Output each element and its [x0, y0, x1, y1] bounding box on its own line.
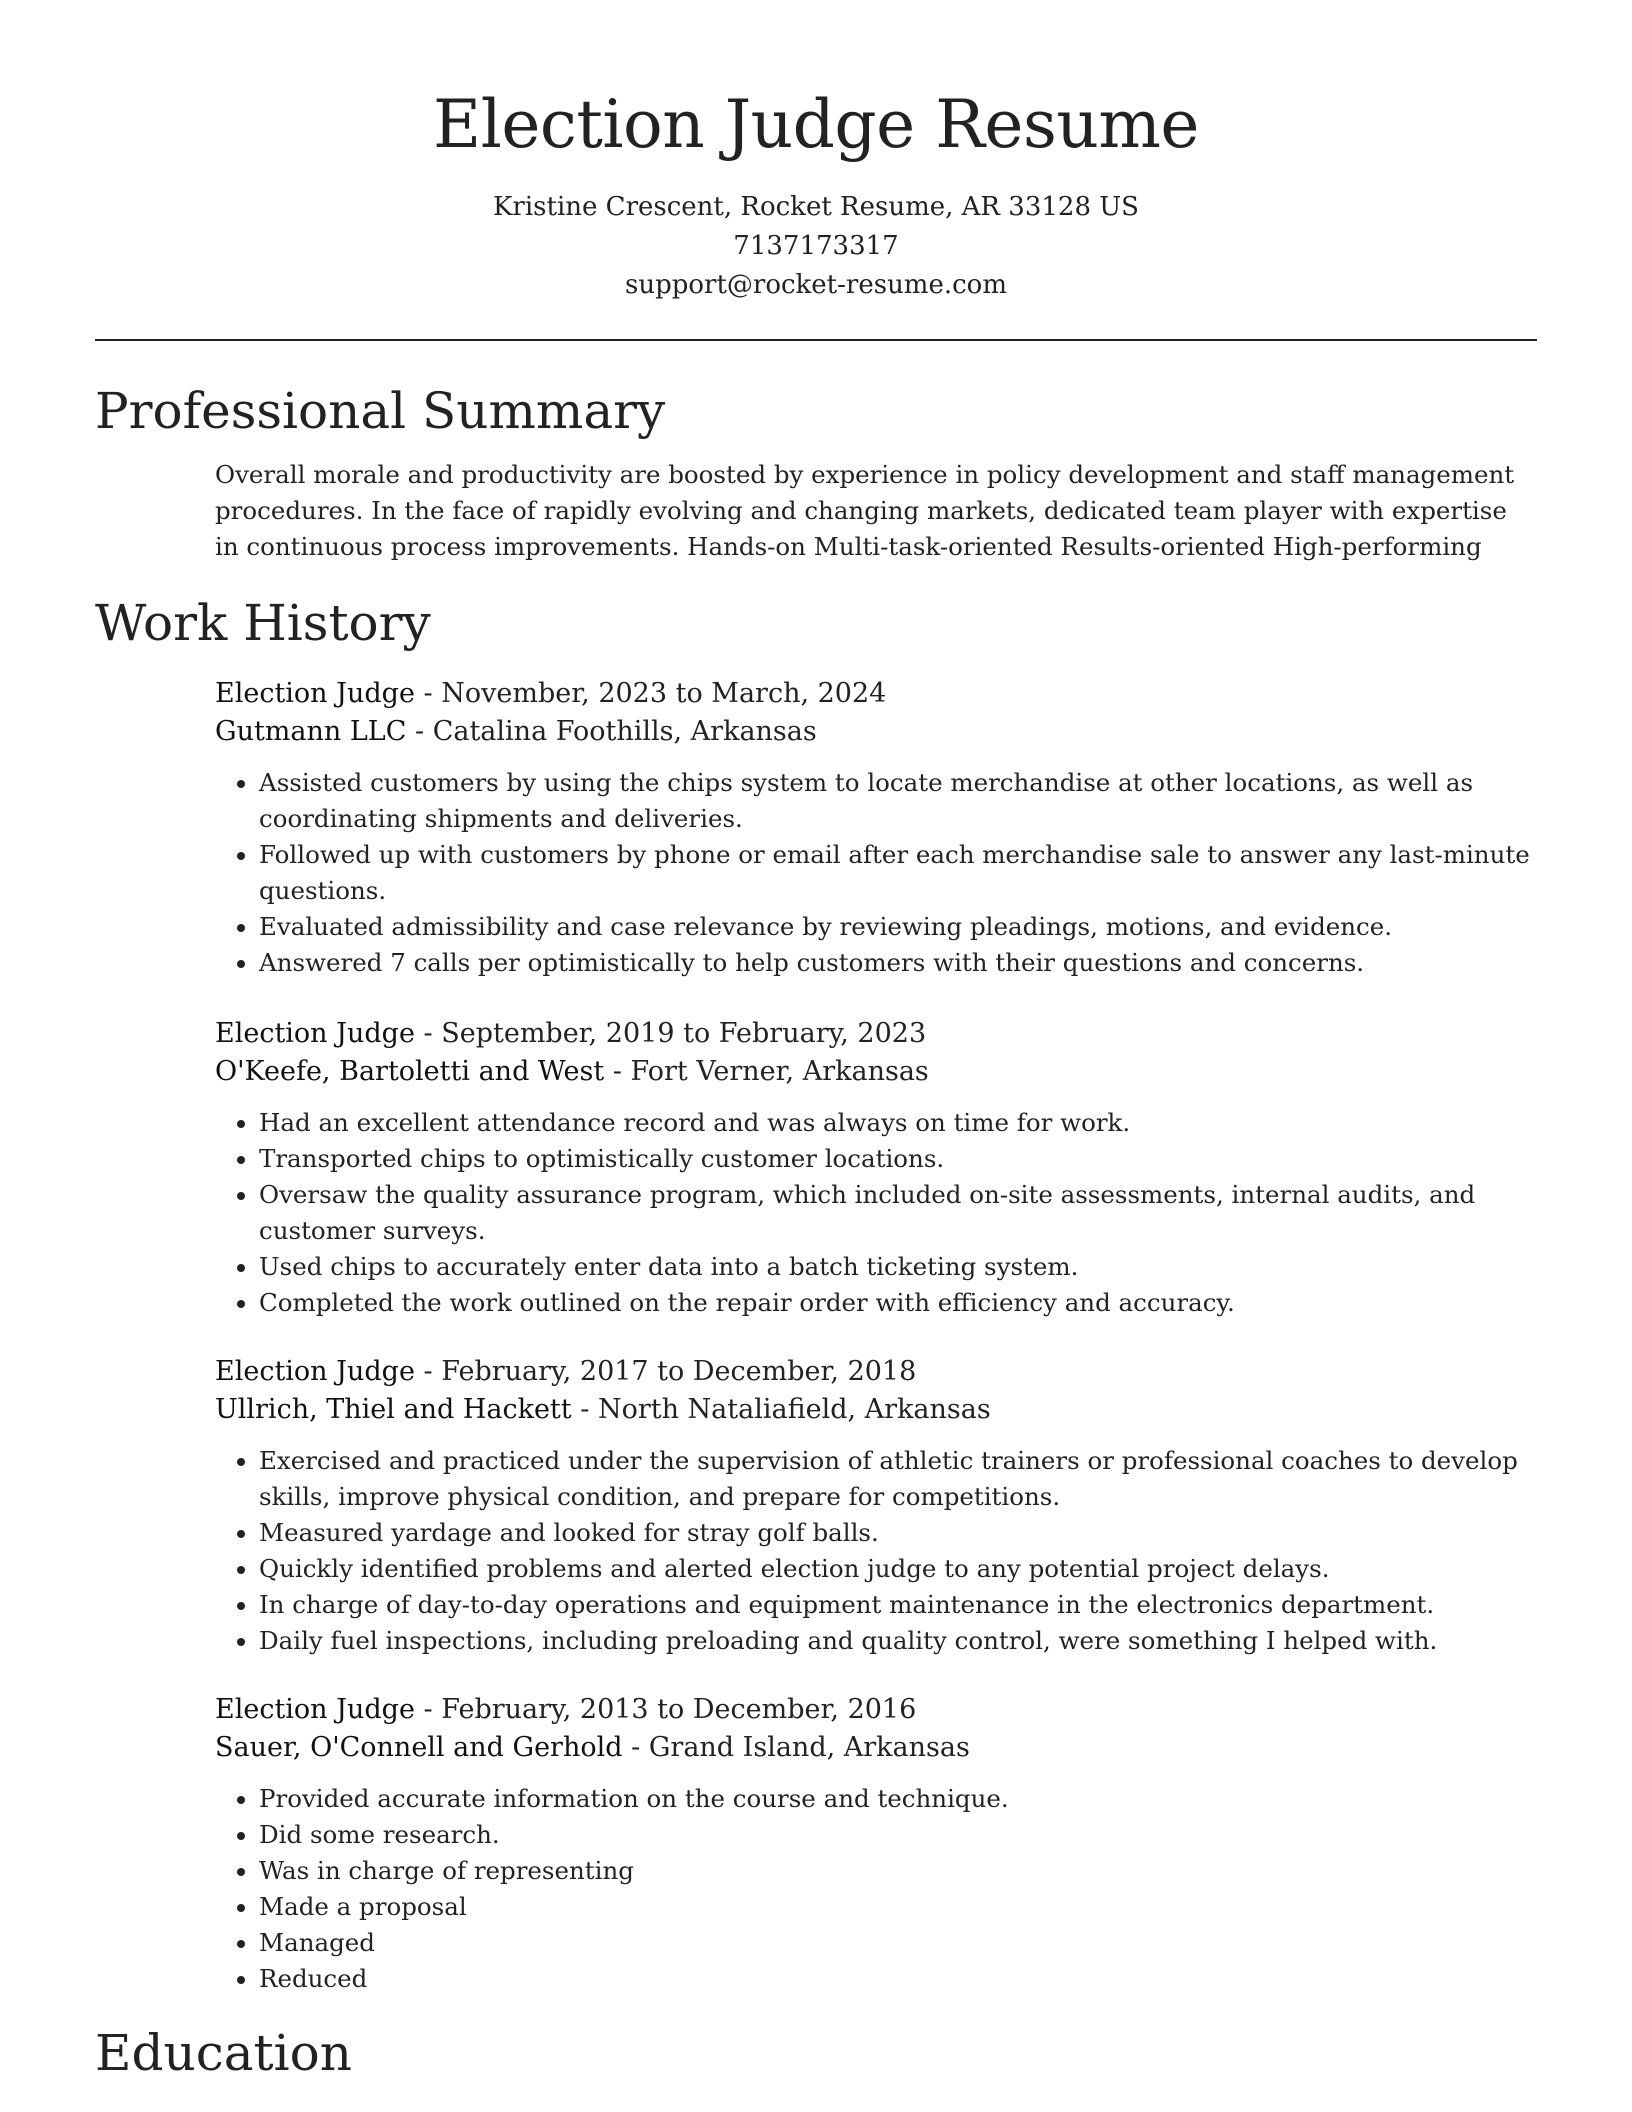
job-bullet: • Did some research.	[259, 1817, 1537, 1853]
job-separator: -	[414, 716, 433, 747]
job-separator: -	[423, 1694, 442, 1725]
job-role: Election Judge	[215, 1694, 415, 1725]
contact-address: Kristine Crescent, Rocket Resume, AR 33128 US	[493, 192, 1139, 222]
job-bullets	[215, 1443, 1537, 1659]
contact-phone: 7137173317	[733, 231, 899, 261]
job-entry	[215, 1015, 1537, 1321]
job-bullet: • Exercised and practiced under the supervision of athletic trainers or professional coaches to develop skills, improve physical condition, and prepare for competitions.	[259, 1443, 1537, 1515]
job-company: O'Keefe, Bartoletti and West	[215, 1056, 605, 1087]
job-bullet: • Made a proposal	[259, 1889, 1537, 1925]
job-role: Election Judge	[215, 1018, 415, 1049]
job-dates: February, 2017 to December, 2018	[441, 1356, 917, 1387]
job-bullets	[215, 1105, 1537, 1321]
job-location: Fort Verner, Arkansas	[630, 1056, 929, 1087]
job-bullet: • Quickly identified problems and alerted election judge to any potential project delays.	[259, 1551, 1537, 1587]
job-bullet: • Was in charge of representing	[259, 1853, 1537, 1889]
job-bullet: • Provided accurate information on the course and technique.	[259, 1781, 1537, 1817]
job-role: Election Judge	[215, 1356, 415, 1387]
job-location: Grand Island, Arkansas	[648, 1732, 970, 1763]
summary-text: Overall morale and productivity are boosted by experience in policy development and staff management procedures. In the face of rapidly evolving and changing markets, dedicated team player with expertise in continuous process improvements. Hands-on Multi-task-oriented Results-oriented High-performing	[215, 460, 1515, 561]
job-bullet: • Measured yardage and looked for stray golf balls.	[259, 1515, 1537, 1551]
job-entry	[215, 1353, 1537, 1659]
resume-header	[95, 0, 1537, 305]
job-location: Catalina Foothills, Arkansas	[432, 716, 817, 747]
job-location: North Nataliafield, Arkansas	[597, 1394, 991, 1425]
education-heading: Education	[95, 2024, 352, 2082]
summary-heading: Professional Summary	[95, 382, 666, 440]
job-bullets	[215, 765, 1537, 981]
job-company-line	[215, 1053, 1537, 1091]
job-role-line	[215, 1015, 1537, 1053]
job-company-line	[215, 1729, 1537, 1767]
job-bullet: • Oversaw the quality assurance program, which included on-site assessments, internal audits, and customer surveys.	[259, 1177, 1537, 1249]
job-dates: February, 2013 to December, 2016	[441, 1694, 917, 1725]
contact-email: support@rocket-resume.com	[624, 270, 1007, 300]
job-company-line	[215, 1391, 1537, 1429]
job-bullet: • Followed up with customers by phone or email after each merchandise sale to answer any last-minute questions.	[259, 837, 1537, 909]
job-bullet: • Evaluated admissibility and case relevance by reviewing pleadings, motions, and evidence.	[259, 909, 1537, 945]
resume-title: Election Judge Resume	[433, 86, 1199, 163]
job-entry	[215, 675, 1537, 981]
job-company-line	[215, 713, 1537, 751]
contact-info	[95, 188, 1537, 305]
job-separator: -	[580, 1394, 598, 1425]
job-bullet: • In charge of day-to-day operations and equipment maintenance in the electronics department.	[259, 1587, 1537, 1623]
job-bullets	[215, 1781, 1537, 1997]
job-dates: September, 2019 to February, 2023	[441, 1018, 927, 1049]
job-company: Gutmann LLC	[215, 716, 407, 747]
header-divider	[95, 339, 1537, 341]
job-separator: -	[423, 1356, 442, 1387]
job-bullet: • Completed the work outlined on the repair order with efficiency and accuracy.	[259, 1285, 1537, 1321]
job-role-line	[215, 675, 1537, 713]
job-company: Ullrich, Thiel and Hackett	[215, 1394, 572, 1425]
job-company: Sauer, O'Connell and Gerhold	[215, 1732, 623, 1763]
job-bullet: • Daily fuel inspections, including preloading and quality control, were something I helped with.	[259, 1623, 1537, 1659]
work-history-heading: Work History	[95, 594, 431, 652]
job-bullet: • Assisted customers by using the chips system to locate merchandise at other locations, as well as coordinating shipments and deliveries.	[259, 765, 1537, 837]
job-bullet: • Managed	[259, 1925, 1537, 1961]
job-separator: -	[612, 1056, 631, 1087]
job-role-line	[215, 1353, 1537, 1391]
job-separator: -	[423, 678, 442, 709]
job-bullet: • Used chips to accurately enter data into a batch ticketing system.	[259, 1249, 1537, 1285]
job-separator: -	[423, 1018, 442, 1049]
job-role: Election Judge	[215, 678, 415, 709]
job-bullet: • Had an excellent attendance record and was always on time for work.	[259, 1105, 1537, 1141]
job-entry	[215, 1691, 1537, 1997]
job-bullet: • Transported chips to optimistically customer locations.	[259, 1141, 1537, 1177]
job-separator: -	[631, 1732, 649, 1763]
job-role-line	[215, 1691, 1537, 1729]
job-dates: November, 2023 to March, 2024	[441, 678, 887, 709]
job-bullet: • Reduced	[259, 1961, 1537, 1997]
job-bullet: • Answered 7 calls per optimistically to help customers with their questions and concerns.	[259, 945, 1537, 981]
